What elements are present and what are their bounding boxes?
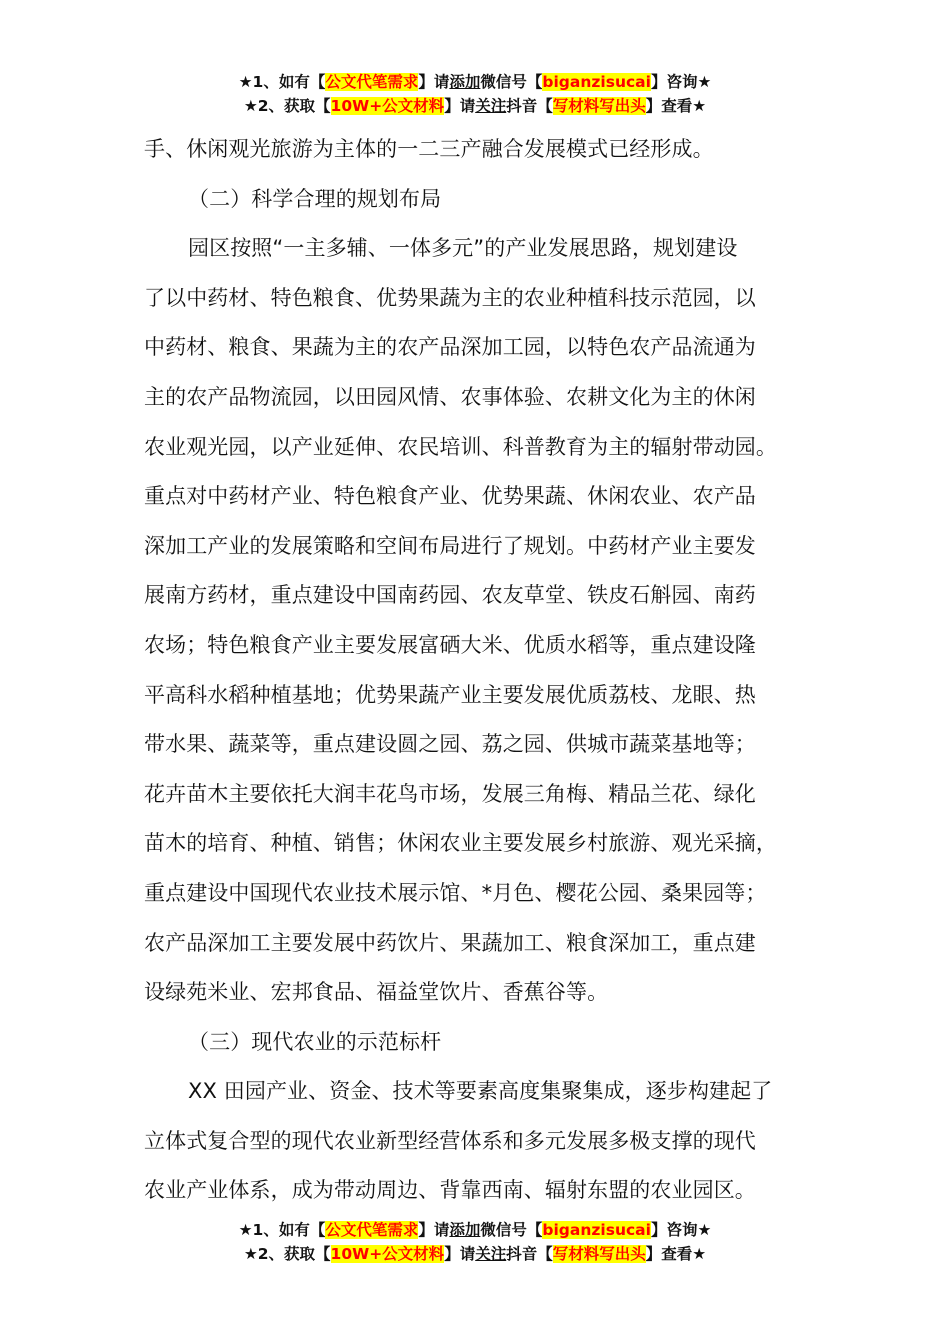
body-line: 设绿苑米业、宏邦食品、福益堂饮片、香蕉谷等。 <box>144 980 609 1005</box>
body-line: 了以中药材、特色粮食、优势果蔬为主的农业种植科技示范园，以 <box>144 285 756 310</box>
body-line: 深加工产业的发展策略和空间布局进行了规划。中药材产业主要发 <box>144 533 756 558</box>
banner-text: ★1、如有【 <box>238 1221 326 1239</box>
footer-banner <box>0 1218 950 1266</box>
banner-text: ★2、获取【 <box>243 97 331 115</box>
banner-highlight: 公文代笔需求 <box>325 1221 419 1239</box>
banner-highlight: biganzisucai <box>542 1221 651 1239</box>
banner-text: 】咨询★ <box>650 1221 712 1239</box>
body-line: 农场；特色粮食产业主要发展富硒大米、优质水稻等，重点建设隆 <box>144 632 756 657</box>
body-line: 农产品深加工主要发展中药饮片、果蔬加工、粮食深加工，重点建 <box>144 930 756 955</box>
banner-line-2 <box>0 1242 950 1266</box>
body-line: 立体式复合型的现代农业新型经营体系和多元发展多极支撑的现代 <box>144 1128 756 1153</box>
banner-highlight: 公文代笔需求 <box>325 73 419 91</box>
banner-underline: 添加 <box>449 73 481 91</box>
body-line: 展南方药材，重点建设中国南药园、农友草堂、铁皮石斛园、南药 <box>144 583 756 608</box>
banner-line-1 <box>0 70 950 94</box>
banner-text: 】请 <box>418 73 450 91</box>
banner-text: ★2、获取【 <box>243 1245 331 1263</box>
banner-text: 】请 <box>444 97 476 115</box>
body-line: XX 田园产业、资金、技术等要素高度集聚集成，逐步构建起了 <box>188 1079 773 1104</box>
banner-text: 】请 <box>418 1221 450 1239</box>
banner-text: ★1、如有【 <box>238 73 326 91</box>
body-line: 花卉苗木主要依托大润丰花鸟市场，发展三角梅、精品兰花、绿化 <box>144 781 756 806</box>
banner-underline: 关注 <box>475 97 507 115</box>
banner-highlight: 10W+公文材料 <box>330 1245 445 1263</box>
section-heading: （二）科学合理的规划布局 <box>188 186 442 211</box>
banner-text: 微信号【 <box>480 73 543 91</box>
banner-line-2 <box>0 94 950 118</box>
body-line: 重点建设中国现代农业技术展示馆、*月色、樱花公园、桑果园等； <box>144 880 767 905</box>
body-line: 苗木的培育、种植、销售；休闲农业主要发展乡村旅游、观光采摘， <box>144 831 777 856</box>
banner-text: 】咨询★ <box>650 73 712 91</box>
banner-highlight: 写材料写出头 <box>552 1245 646 1263</box>
document-body <box>144 125 824 1216</box>
body-line: 园区按照“一主多辅、一体多元”的产业发展思路，规划建设 <box>188 236 738 261</box>
banner-text: 】查看★ <box>645 97 707 115</box>
body-line: 带水果、蔬菜等，重点建设圆之园、荔之园、供城市蔬菜基地等； <box>144 732 756 757</box>
banner-text: 微信号【 <box>480 1221 543 1239</box>
banner-text: 抖音【 <box>506 1245 553 1263</box>
banner-underline: 关注 <box>475 1245 507 1263</box>
banner-text: 】查看★ <box>645 1245 707 1263</box>
body-line: 手、休闲观光旅游为主体的一二三产融合发展模式已经形成。 <box>144 137 714 161</box>
banner-highlight: 写材料写出头 <box>552 97 646 115</box>
banner-text: 】请 <box>444 1245 476 1263</box>
body-line: 主的农产品物流园，以田园风情、农事体验、农耕文化为主的休闲 <box>144 384 756 409</box>
body-line: 中药材、粮食、果蔬为主的农产品深加工园，以特色农产品流通为 <box>144 335 756 360</box>
banner-line-1 <box>0 1218 950 1242</box>
body-line: 重点对中药材产业、特色粮食产业、优势果蔬、休闲农业、农产品 <box>144 484 756 509</box>
body-line: 农业观光园，以产业延伸、农民培训、科普教育为主的辐射带动园。 <box>144 434 777 459</box>
banner-highlight: biganzisucai <box>542 73 651 91</box>
banner-highlight: 10W+公文材料 <box>330 97 445 115</box>
banner-underline: 添加 <box>449 1221 481 1239</box>
header-banner <box>0 70 950 118</box>
body-line: 农业产业体系，成为带动周边、背靠西南、辐射东盟的农业园区。 <box>144 1178 756 1203</box>
section-heading: （三）现代农业的示范标杆 <box>188 1029 442 1054</box>
banner-text: 抖音【 <box>506 97 553 115</box>
body-line: 平高科水稻种植基地；优势果蔬产业主要发展优质荔枝、龙眼、热 <box>144 682 756 707</box>
